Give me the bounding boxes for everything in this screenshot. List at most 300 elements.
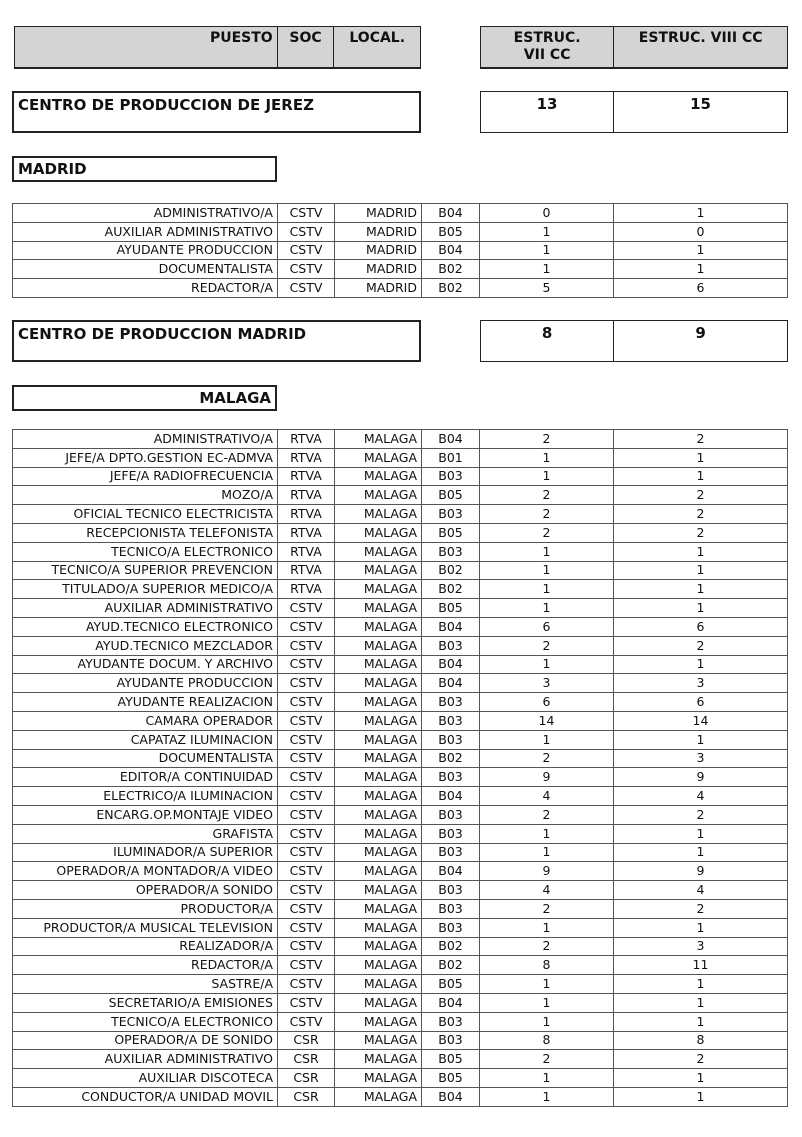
table-row — [13, 1087, 788, 1106]
cell-local: MADRID — [335, 260, 422, 279]
table-row — [13, 430, 788, 449]
cell-grupo: B04 — [422, 617, 480, 636]
cell-grupo: B03 — [422, 899, 480, 918]
cell-estruc-viii: 2 — [614, 430, 788, 449]
cell-grupo: B03 — [422, 1012, 480, 1031]
cell-puesto: OPERADOR/A SONIDO — [13, 881, 278, 900]
cell-puesto: AYUDANTE REALIZACION — [13, 693, 278, 712]
cell-estruc-vii: 1 — [480, 843, 614, 862]
cell-soc: CSR — [278, 1031, 335, 1050]
cell-puesto: AUXILIAR ADMINISTRATIVO — [13, 222, 278, 241]
cell-grupo: B05 — [422, 1069, 480, 1088]
cell-estruc-viii: 3 — [614, 749, 788, 768]
cell-puesto: TECNICO/A SUPERIOR PREVENCION — [13, 561, 278, 580]
cell-grupo: B05 — [422, 975, 480, 994]
cell-soc: CSTV — [278, 749, 335, 768]
cell-estruc-viii: 1 — [614, 448, 788, 467]
cell-local: MALAGA — [335, 1069, 422, 1088]
cell-local: MALAGA — [335, 599, 422, 618]
cell-estruc-viii: 2 — [614, 1050, 788, 1069]
table-row — [13, 222, 788, 241]
table-row — [13, 730, 788, 749]
cell-estruc-viii: 3 — [614, 937, 788, 956]
cell-local: MALAGA — [335, 993, 422, 1012]
cell-puesto: ADMINISTRATIVO/A — [13, 204, 278, 223]
cell-local: MALAGA — [335, 467, 422, 486]
cell-estruc-vii: 8 — [480, 1031, 614, 1050]
cell-puesto: AUXILIAR DISCOTECA — [13, 1069, 278, 1088]
table-row — [13, 805, 788, 824]
cell-grupo: B04 — [422, 430, 480, 449]
cell-local: MALAGA — [335, 1050, 422, 1069]
cell-soc: CSTV — [278, 787, 335, 806]
cell-estruc-vii: 1 — [480, 542, 614, 561]
cell-soc: RTVA — [278, 523, 335, 542]
table-row — [13, 1069, 788, 1088]
cell-estruc-viii: 1 — [614, 1087, 788, 1106]
cell-soc: CSTV — [278, 1012, 335, 1031]
cell-estruc-vii: 6 — [480, 617, 614, 636]
cell-grupo: B04 — [422, 787, 480, 806]
cell-grupo: B03 — [422, 824, 480, 843]
cell-estruc-viii: 2 — [614, 486, 788, 505]
table-row — [13, 561, 788, 580]
cell-local: MALAGA — [335, 899, 422, 918]
table-row — [13, 204, 788, 223]
cell-estruc-vii: 2 — [480, 899, 614, 918]
madrid-total-label: CENTRO DE PRODUCCION MADRID — [12, 320, 421, 362]
cell-soc: CSTV — [278, 824, 335, 843]
cell-soc: CSTV — [278, 843, 335, 862]
cell-soc: CSTV — [278, 899, 335, 918]
cell-estruc-vii: 2 — [480, 1050, 614, 1069]
cell-grupo: B04 — [422, 993, 480, 1012]
cell-estruc-viii: 8 — [614, 1031, 788, 1050]
cell-soc: RTVA — [278, 486, 335, 505]
table-row — [13, 956, 788, 975]
cell-soc: CSTV — [278, 636, 335, 655]
cell-local: MALAGA — [335, 730, 422, 749]
cell-grupo: B03 — [422, 881, 480, 900]
cell-soc: CSTV — [278, 204, 335, 223]
cell-soc: CSTV — [278, 768, 335, 787]
cell-soc: CSTV — [278, 599, 335, 618]
cell-estruc-vii: 1 — [480, 580, 614, 599]
cell-puesto: AYUDANTE PRODUCCION — [13, 674, 278, 693]
cell-puesto: ILUMINADOR/A SUPERIOR — [13, 843, 278, 862]
cell-puesto: AYUDANTE DOCUM. Y ARCHIVO — [13, 655, 278, 674]
cell-estruc-vii: 2 — [480, 486, 614, 505]
cell-local: MALAGA — [335, 430, 422, 449]
cell-grupo: B03 — [422, 636, 480, 655]
cell-soc: CSTV — [278, 674, 335, 693]
cell-estruc-viii: 1 — [614, 204, 788, 223]
cell-puesto: OFICIAL TECNICO ELECTRICISTA — [13, 505, 278, 524]
cell-puesto: AYUDANTE PRODUCCION — [13, 241, 278, 260]
table-row — [13, 486, 788, 505]
table-row — [13, 1050, 788, 1069]
table-row — [13, 975, 788, 994]
cell-grupo: B03 — [422, 843, 480, 862]
table-row — [13, 617, 788, 636]
cell-estruc-vii: 1 — [480, 222, 614, 241]
cell-estruc-vii: 2 — [480, 523, 614, 542]
cell-local: MALAGA — [335, 862, 422, 881]
cell-local: MALAGA — [335, 505, 422, 524]
cell-estruc-viii: 1 — [614, 260, 788, 279]
table-row — [13, 505, 788, 524]
table-row — [13, 448, 788, 467]
cell-estruc-viii: 6 — [614, 279, 788, 298]
cell-grupo: B02 — [422, 260, 480, 279]
cell-soc: RTVA — [278, 542, 335, 561]
cell-estruc-viii: 9 — [614, 862, 788, 881]
cell-puesto: PRODUCTOR/A — [13, 899, 278, 918]
cell-estruc-vii: 1 — [480, 467, 614, 486]
cell-estruc-viii: 1 — [614, 241, 788, 260]
table-row — [13, 599, 788, 618]
cell-puesto: ELECTRICO/A ILUMINACION — [13, 787, 278, 806]
table-row — [13, 693, 788, 712]
cell-local: MALAGA — [335, 787, 422, 806]
cell-estruc-viii: 1 — [614, 655, 788, 674]
table-row — [13, 542, 788, 561]
cell-estruc-viii: 1 — [614, 975, 788, 994]
cell-grupo: B04 — [422, 674, 480, 693]
cell-grupo: B03 — [422, 1031, 480, 1050]
cell-estruc-viii: 9 — [614, 768, 788, 787]
cell-estruc-vii: 2 — [480, 805, 614, 824]
cell-local: MALAGA — [335, 749, 422, 768]
header-estruc-viii: ESTRUC. VIII CC — [638, 30, 763, 46]
table-row — [13, 1031, 788, 1050]
cell-puesto: JEFE/A RADIOFRECUENCIA — [13, 467, 278, 486]
cell-estruc-viii: 4 — [614, 881, 788, 900]
cell-soc: CSTV — [278, 862, 335, 881]
cell-estruc-vii: 2 — [480, 749, 614, 768]
jerez-total-label: CENTRO DE PRODUCCION DE JEREZ — [12, 91, 421, 133]
cell-estruc-vii: 1 — [480, 730, 614, 749]
cell-local: MALAGA — [335, 561, 422, 580]
cell-grupo: B05 — [422, 523, 480, 542]
cell-grupo: B01 — [422, 448, 480, 467]
cell-local: MALAGA — [335, 580, 422, 599]
cell-estruc-viii: 1 — [614, 824, 788, 843]
cell-soc: RTVA — [278, 448, 335, 467]
jerez-total-values — [480, 91, 788, 133]
cell-local: MALAGA — [335, 918, 422, 937]
cell-grupo: B02 — [422, 580, 480, 599]
table-row — [13, 881, 788, 900]
table-row — [13, 636, 788, 655]
cell-local: MALAGA — [335, 523, 422, 542]
table-row — [13, 993, 788, 1012]
cell-puesto: TECNICO/A ELECTRONICO — [13, 1012, 278, 1031]
cell-estruc-vii: 1 — [480, 1087, 614, 1106]
cell-soc: CSTV — [278, 993, 335, 1012]
cell-estruc-vii: 4 — [480, 881, 614, 900]
cell-soc: CSTV — [278, 260, 335, 279]
madrid-table — [12, 203, 788, 298]
cell-estruc-viii: 2 — [614, 899, 788, 918]
cell-puesto: AYUD.TECNICO MEZCLADOR — [13, 636, 278, 655]
cell-grupo: B04 — [422, 204, 480, 223]
cell-grupo: B03 — [422, 505, 480, 524]
cell-estruc-vii: 1 — [480, 599, 614, 618]
cell-puesto: EDITOR/A CONTINUIDAD — [13, 768, 278, 787]
cell-puesto: TITULADO/A SUPERIOR MEDICO/A — [13, 580, 278, 599]
cell-grupo: B03 — [422, 768, 480, 787]
table-row — [13, 674, 788, 693]
cell-estruc-viii: 1 — [614, 599, 788, 618]
cell-local: MADRID — [335, 204, 422, 223]
cell-soc: CSTV — [278, 617, 335, 636]
header-soc: SOC — [278, 27, 335, 67]
cell-soc: CSTV — [278, 956, 335, 975]
cell-soc: CSR — [278, 1050, 335, 1069]
cell-soc: CSR — [278, 1087, 335, 1106]
madrid-estruc-vii: 8 — [481, 321, 614, 361]
cell-local: MALAGA — [335, 975, 422, 994]
cell-estruc-viii: 6 — [614, 617, 788, 636]
table-row — [13, 1012, 788, 1031]
table-row — [13, 711, 788, 730]
cell-estruc-viii: 1 — [614, 580, 788, 599]
table-row — [13, 862, 788, 881]
cell-puesto: RECEPCIONISTA TELEFONISTA — [13, 523, 278, 542]
cell-estruc-vii: 9 — [480, 862, 614, 881]
table-header-left — [14, 26, 421, 69]
cell-local: MALAGA — [335, 881, 422, 900]
cell-estruc-viii: 1 — [614, 1012, 788, 1031]
cell-grupo: B02 — [422, 937, 480, 956]
cell-local: MALAGA — [335, 636, 422, 655]
header-local: LOCAL. — [349, 30, 406, 46]
cell-puesto: REALIZADOR/A — [13, 937, 278, 956]
cell-estruc-vii: 2 — [480, 636, 614, 655]
cell-soc: CSR — [278, 1069, 335, 1088]
cell-grupo: B05 — [422, 1050, 480, 1069]
cell-estruc-viii: 4 — [614, 787, 788, 806]
cell-estruc-viii: 6 — [614, 693, 788, 712]
cell-local: MALAGA — [335, 1012, 422, 1031]
cell-puesto: SECRETARIO/A EMISIONES — [13, 993, 278, 1012]
table-row — [13, 655, 788, 674]
cell-estruc-vii: 1 — [480, 260, 614, 279]
cell-estruc-vii: 0 — [480, 204, 614, 223]
header-puesto: PUESTO — [15, 27, 278, 67]
madrid-section-title: MADRID — [12, 156, 277, 182]
cell-estruc-vii: 8 — [480, 956, 614, 975]
cell-estruc-viii: 14 — [614, 711, 788, 730]
cell-grupo: B02 — [422, 561, 480, 580]
table-row — [13, 824, 788, 843]
cell-estruc-vii: 1 — [480, 561, 614, 580]
cell-soc: CSTV — [278, 918, 335, 937]
cell-soc: CSTV — [278, 730, 335, 749]
cell-local: MALAGA — [335, 937, 422, 956]
cell-local: MALAGA — [335, 542, 422, 561]
cell-estruc-viii: 1 — [614, 542, 788, 561]
cell-grupo: B03 — [422, 918, 480, 937]
cell-estruc-vii: 1 — [480, 241, 614, 260]
cell-estruc-viii: 2 — [614, 805, 788, 824]
table-row — [13, 467, 788, 486]
cell-puesto: PRODUCTOR/A MUSICAL TELEVISION — [13, 918, 278, 937]
cell-grupo: B03 — [422, 467, 480, 486]
table-row — [13, 279, 788, 298]
cell-estruc-viii: 1 — [614, 730, 788, 749]
cell-estruc-vii: 2 — [480, 430, 614, 449]
cell-estruc-viii: 1 — [614, 843, 788, 862]
header-estruc-vii: ESTRUC. VII CC — [481, 27, 614, 67]
cell-estruc-vii: 1 — [480, 448, 614, 467]
cell-puesto: MOZO/A — [13, 486, 278, 505]
cell-local: MALAGA — [335, 486, 422, 505]
table-row — [13, 937, 788, 956]
cell-soc: CSTV — [278, 975, 335, 994]
cell-soc: RTVA — [278, 505, 335, 524]
cell-soc: CSTV — [278, 711, 335, 730]
cell-estruc-vii: 1 — [480, 975, 614, 994]
cell-estruc-vii: 1 — [480, 993, 614, 1012]
cell-estruc-vii: 3 — [480, 674, 614, 693]
cell-puesto: AYUD.TECNICO ELECTRONICO — [13, 617, 278, 636]
cell-grupo: B03 — [422, 805, 480, 824]
cell-local: MADRID — [335, 241, 422, 260]
cell-grupo: B03 — [422, 542, 480, 561]
cell-estruc-viii: 1 — [614, 467, 788, 486]
cell-estruc-vii: 1 — [480, 1069, 614, 1088]
cell-soc: CSTV — [278, 279, 335, 298]
cell-soc: CSTV — [278, 222, 335, 241]
cell-estruc-vii: 1 — [480, 655, 614, 674]
cell-puesto: GRAFISTA — [13, 824, 278, 843]
cell-grupo: B04 — [422, 862, 480, 881]
cell-estruc-vii: 2 — [480, 505, 614, 524]
table-row — [13, 899, 788, 918]
cell-estruc-vii: 1 — [480, 918, 614, 937]
cell-grupo: B05 — [422, 599, 480, 618]
cell-local: MALAGA — [335, 693, 422, 712]
table-row — [13, 241, 788, 260]
cell-estruc-viii: 1 — [614, 993, 788, 1012]
cell-grupo: B05 — [422, 486, 480, 505]
cell-puesto: CONDUCTOR/A UNIDAD MOVIL — [13, 1087, 278, 1106]
cell-estruc-viii: 2 — [614, 523, 788, 542]
cell-estruc-vii: 2 — [480, 937, 614, 956]
cell-puesto: DOCUMENTALISTA — [13, 749, 278, 768]
table-row — [13, 523, 788, 542]
cell-soc: RTVA — [278, 580, 335, 599]
cell-soc: CSTV — [278, 693, 335, 712]
cell-puesto: ADMINISTRATIVO/A — [13, 430, 278, 449]
cell-estruc-viii: 11 — [614, 956, 788, 975]
table-row — [13, 580, 788, 599]
cell-grupo: B04 — [422, 241, 480, 260]
cell-puesto: TECNICO/A ELECTRONICO — [13, 542, 278, 561]
cell-estruc-viii: 2 — [614, 636, 788, 655]
table-row — [13, 768, 788, 787]
cell-estruc-vii: 1 — [480, 1012, 614, 1031]
cell-local: MALAGA — [335, 805, 422, 824]
cell-soc: CSTV — [278, 881, 335, 900]
cell-soc: RTVA — [278, 467, 335, 486]
cell-puesto: SASTRE/A — [13, 975, 278, 994]
cell-local: MALAGA — [335, 768, 422, 787]
cell-puesto: AUXILIAR ADMINISTRATIVO — [13, 599, 278, 618]
cell-estruc-viii: 0 — [614, 222, 788, 241]
cell-soc: RTVA — [278, 430, 335, 449]
malaga-table — [12, 429, 788, 1107]
cell-soc: CSTV — [278, 655, 335, 674]
cell-local: MADRID — [335, 222, 422, 241]
cell-puesto: CAMARA OPERADOR — [13, 711, 278, 730]
cell-soc: CSTV — [278, 241, 335, 260]
cell-local: MALAGA — [335, 711, 422, 730]
cell-grupo: B02 — [422, 279, 480, 298]
cell-estruc-viii: 3 — [614, 674, 788, 693]
cell-local: MALAGA — [335, 448, 422, 467]
cell-puesto: AUXILIAR ADMINISTRATIVO — [13, 1050, 278, 1069]
cell-puesto: OPERADOR/A MONTADOR/A VIDEO — [13, 862, 278, 881]
table-row — [13, 260, 788, 279]
cell-puesto: CAPATAZ ILUMINACION — [13, 730, 278, 749]
cell-estruc-vii: 5 — [480, 279, 614, 298]
cell-estruc-viii: 1 — [614, 561, 788, 580]
cell-puesto: OPERADOR/A DE SONIDO — [13, 1031, 278, 1050]
cell-estruc-vii: 4 — [480, 787, 614, 806]
cell-soc: CSTV — [278, 805, 335, 824]
table-header-right — [480, 26, 788, 69]
cell-puesto: REDACTOR/A — [13, 956, 278, 975]
cell-grupo: B03 — [422, 693, 480, 712]
cell-puesto: DOCUMENTALISTA — [13, 260, 278, 279]
jerez-estruc-vii: 13 — [481, 92, 614, 132]
cell-local: MALAGA — [335, 956, 422, 975]
table-row — [13, 749, 788, 768]
table-row — [13, 843, 788, 862]
cell-local: MALAGA — [335, 824, 422, 843]
cell-estruc-viii: 1 — [614, 1069, 788, 1088]
cell-grupo: B02 — [422, 956, 480, 975]
cell-grupo: B02 — [422, 749, 480, 768]
madrid-total-values — [480, 320, 788, 362]
malaga-section-title: MALAGA — [12, 385, 277, 411]
table-row — [13, 787, 788, 806]
cell-estruc-viii: 2 — [614, 505, 788, 524]
cell-local: MALAGA — [335, 655, 422, 674]
cell-grupo: B03 — [422, 711, 480, 730]
cell-puesto: REDACTOR/A — [13, 279, 278, 298]
cell-local: MALAGA — [335, 1087, 422, 1106]
madrid-estruc-viii: 9 — [695, 324, 706, 342]
cell-local: MALAGA — [335, 617, 422, 636]
cell-local: MADRID — [335, 279, 422, 298]
table-row — [13, 918, 788, 937]
cell-estruc-vii: 14 — [480, 711, 614, 730]
cell-grupo: B03 — [422, 730, 480, 749]
cell-local: MALAGA — [335, 1031, 422, 1050]
cell-local: MALAGA — [335, 843, 422, 862]
cell-soc: RTVA — [278, 561, 335, 580]
jerez-estruc-viii: 15 — [690, 95, 711, 113]
cell-grupo: B05 — [422, 222, 480, 241]
cell-local: MALAGA — [335, 674, 422, 693]
cell-grupo: B04 — [422, 655, 480, 674]
cell-grupo: B04 — [422, 1087, 480, 1106]
cell-puesto: ENCARG.OP.MONTAJE VIDEO — [13, 805, 278, 824]
